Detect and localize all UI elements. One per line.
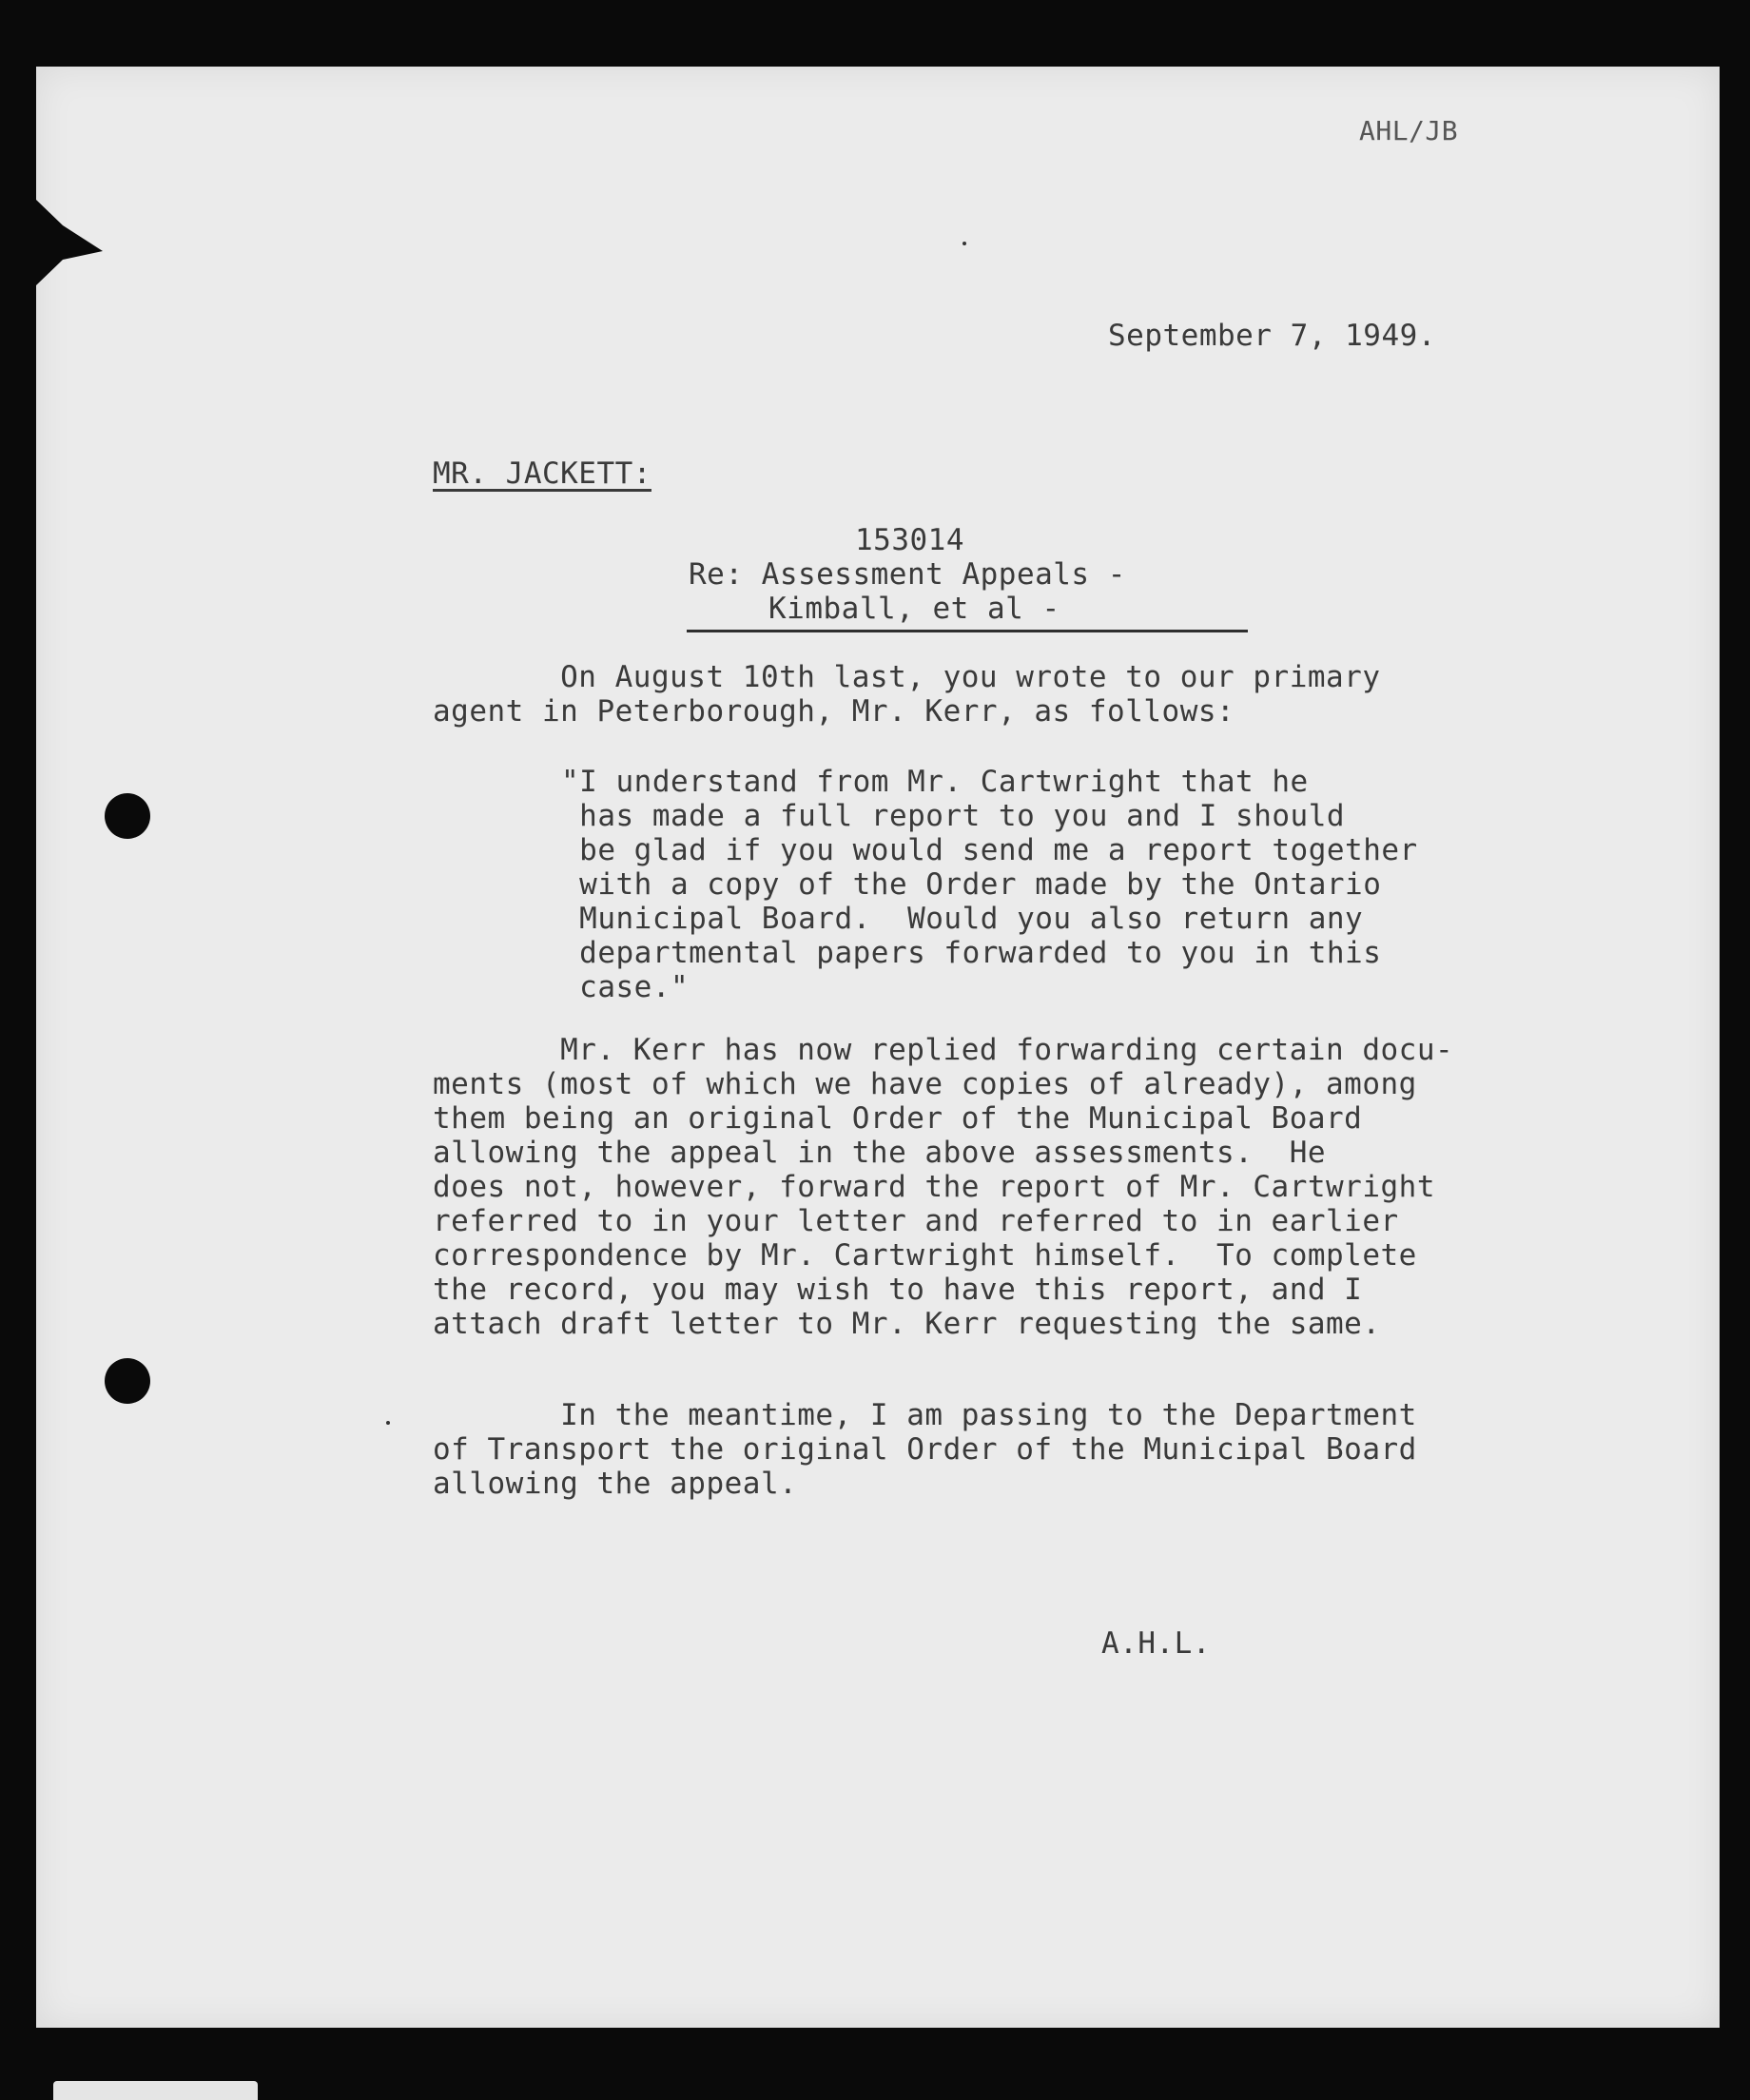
subject-line-2: Kimball, et al - bbox=[768, 592, 1060, 626]
paper-clip-shadow bbox=[36, 200, 103, 285]
subject-underline bbox=[687, 630, 1248, 632]
paragraph-1: On August 10th last, you wrote to our primary agent in Peterborough, Mr. Kerr, as follows: bbox=[433, 660, 1381, 729]
punch-hole-bottom bbox=[105, 1358, 150, 1404]
subject-line-1: Re: Assessment Appeals - bbox=[689, 557, 1126, 592]
speck bbox=[962, 242, 966, 245]
reference-initials: AHL/JB bbox=[1359, 115, 1459, 146]
letter-page bbox=[36, 67, 1720, 2028]
punch-hole-top bbox=[105, 793, 150, 839]
addressee: MR. JACKETT: bbox=[433, 457, 651, 491]
file-number: 153014 bbox=[855, 523, 964, 557]
speck bbox=[386, 1421, 390, 1425]
paragraph-2: Mr. Kerr has now replied forwarding certain docu- ments (most of which we have copies of already), among them being an original Order of the Municipal Board allowing the appeal in the above assessments. He does not, however, forward the report of Mr. Cartwright referred to in your letter and referred to in earlier correspondence by Mr. Cartwright himself. To complete the record, you may wish to have this report, and I attach draft letter to Mr. Kerr requesting the same. bbox=[433, 1033, 1454, 1341]
signature-initials: A.H.L. bbox=[1101, 1626, 1211, 1661]
quoted-passage: "I understand from Mr. Cartwright that he has made a full report to you and I should be glad if you would send me a report together with a copy of the Order made by the Ontario Municipal Board. Would you also return any departmental papers forwarded to you in this case." bbox=[561, 765, 1418, 1004]
paragraph-3: In the meantime, I am passing to the Department of Transport the original Order of the Municipal Board allowing the appeal. bbox=[433, 1398, 1417, 1501]
film-frame-tab bbox=[53, 2081, 258, 2100]
letter-date: September 7, 1949. bbox=[1108, 319, 1436, 353]
